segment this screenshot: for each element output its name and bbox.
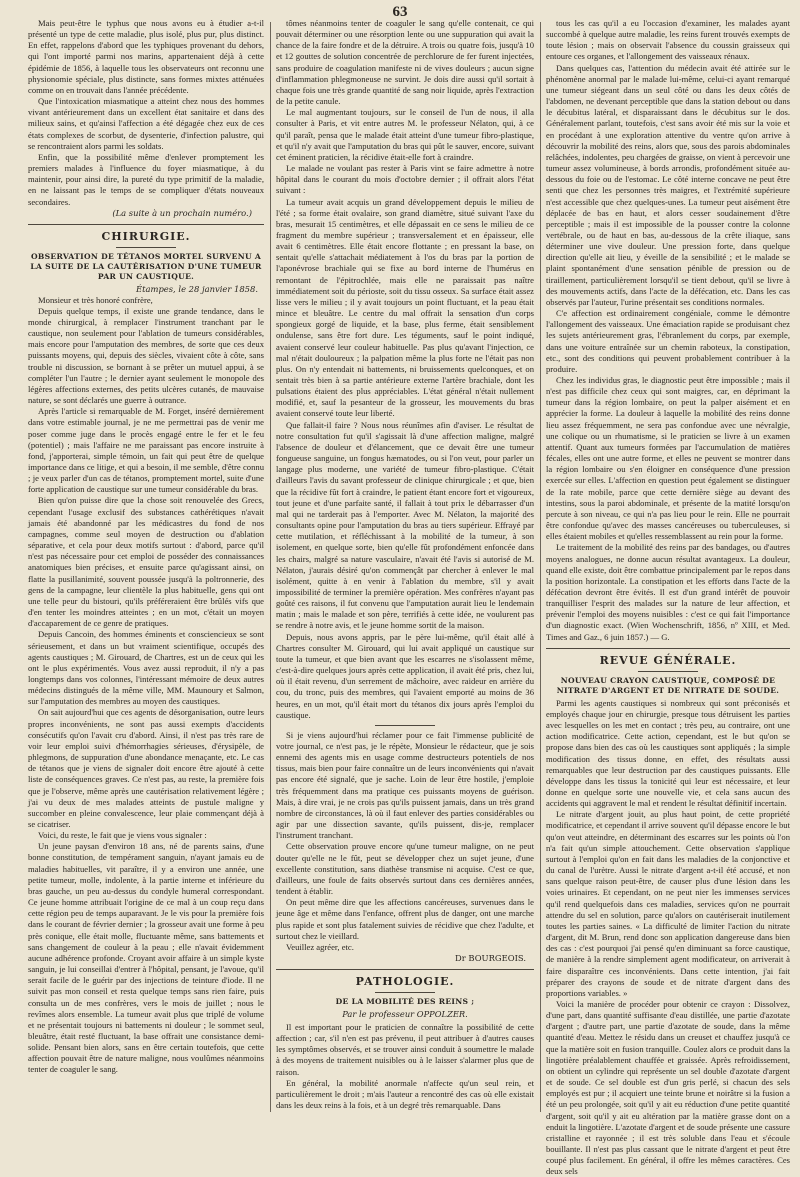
paragraph: Mais peut-être le typhus que nous avons eu à étudier a-t-il présenté un type de cette maladie, plus isolé, plus pur, plus distinct. En effet, rappelons d'abord que les typhiques provenant du dehors, qui l'ont importé parmi nos marins, appartenaient déjà à cette épidémie de 1856, à laquelle tous les observateurs ont reconnu une physionomie spéciale, plus distincte, sans formes mixtes atténuées comme on en trouvait dans l'année précédente. xyxy=(28,18,264,95)
paragraph: Le nitrate d'argent jouit, au plus haut point, de cette propriété modificatrice, et cependant il arrive souvent qu'il dépasse encore le but qu'on veut atteindre, en déterminant des escarres sur les points où l'on n'a fait qu'un simple attouchement. Cette observation s'applique surtout à l'emploi qu'on en fait dans les maladies de la conjonctive et du canal de l'urètre. Aussi le nitrate d'argent a-t-il été accusé, et non sans quelque raison peut-être, de causer plus d'une lésion dans les voies urinaires. Et cependant, on ne peut nier les immenses services qu'il rend quelquefois dans ces maladies, services qu'on ne pourrait attendre du sel en solution, parce qu'alors on cautériserait inutilement toutes les parties saines. « La difficulté de limiter l'action du nitrate d'argent, dit M. Brun, rend donc son application dangereuse dans bien des cas : c'est pourquoi j'ai pensé qu'en diminuant sa force caustique, de manière à la rendre simplement agent modificateur, on arriverait à faire disparaître ces inconvénients. Dans cette intention, j'ai fait préparer des crayons de soude et de nitrate d'argent dans des proportions variables. » xyxy=(546,809,790,998)
paragraph: La tumeur avait acquis un grand développement depuis le milieu de l'été ; sa forme était ovalaire, son grand diamètre, situé suivant l'axe du bras, mesurait 15 centimètres, et elle dépassait en ce sens le milieu de ce fragment du membre supérieur ; transversalement et en épaisseur, elle avait 6 centimètres. Elle était encore flottante ; en pressant la base, on sentait qu'elle s'attachait médiatement à l'os du bras par la portion de l'aponévrose brachiale qui se fixe au bord interne de l'humérus en remontant de l'épitrochlée, mais elle ne paraissait pas naître immédiatement soit du périoste, soit du tissu osseux. Sa surface était assez lisse vers le milieu ; il y avait toujours un point fluctuant, et la peau était mince et bleuâtre. Le centre du mal offrait la sensation d'un corps spongieux gorgé de liquide, et la base, plus ferme, était sensiblement ondulense, sans être fort dure. Les téguments, sauf le point indiqué, avaient conservé leur couleur habituelle. Pas plus qu'avant l'injection, ce mal n'était douloureux ; la palpation même la plus forte ne l'était pas non plus. On n'y entendait ni battements, ni bruissements quelconques, et on sentait très bien à sa partie antérieure externe l'artère brachiale, dont les pulsations étaient des plus appréciables. L'état général n'était nullement modifié, et, sauf la pesanteur de la grosseur, les mouvements du bras avaient conservé toute leur liberté. xyxy=(276,196,534,419)
dateline: Étampes, le 28 janvier 1858. xyxy=(136,283,258,294)
paragraph: Dans quelques cas, l'attention du médecin avait été attirée sur le phénomène anormal par le malade lui-même, celui-ci ayant remarqué une tumeur siégeant dans un seul côté ou dans les deux côtés de l'abdomen, ne devenant perceptible que dans la station debout ou dans le décubitus latéral, et disparaissant dans le décubitus sur le dos. Généralement parlant, toutefois, c'est sans avoir été mis sur la voie et en procédant à une exploration attentive du ventre qu'on arrive à découvrir la mobilité des reins, alors que, sous des parois abdominales relâchées, indolentes, peu chargées de graisse, on vient à percevoir une tumeur assez volumineuse, à bords arrondis, profondément située au-dessous du foie ou de l'estomac. Le côté interne concave ne peut être senti que chez les personnes très maigres, et l'extrémité supérieure n'est accessible que chez quelques-unes. La tumeur peut aisément être déplacée de bas en haut, et alors cesser soudainement d'être perceptible ; mais il est impossible de la pousser contre la colonne vertébrale, ou de haut en bas, au-dessous de la crête iliaque, sans déterminer une vive douleur. Une pression forte, dans quelque direction qu'elle ait lieu, y éveille de la sensibilité ; et le malade se plaint spontanément d'une sensation pénible de pression ou de tiraillement, particulièrement lorsqu'il se tient debout, qu'il se livre à des mouvements actifs, dans l'acte de la défécation, etc. Dans les cas observés par l'auteur, l'urine présentait ses conditions normales. xyxy=(546,62,790,307)
column-middle xyxy=(276,18,534,1113)
column-right xyxy=(546,18,790,1177)
article-subtitle: DE LA MOBILITÉ DES REINS ; xyxy=(335,996,475,1006)
paragraph: C'e affection est ordinairement congéniale, comme le démontre l'allongement des vaisseaux. Une émaciation rapide se produisant chez les sujets antérieurement gras, l'ébranlement du corps, par exemple, dans une voiture entraînée sur un chemin raboteux, la constipation, etc., sont des conditions qui peuvent probablement contribuer à la produire. xyxy=(546,308,790,374)
article-subtitle: NOUVEAU CRAYON CAUSTIQUE, COMPOSÉ DE NITRATE D'ARGENT ET DE NITRATE DE SOUDE. xyxy=(556,675,780,695)
paragraph: Après l'article si remarquable de M. Forget, inséré dernièrement dans votre estimable journal, je ne me permettrai pas de venir me poser comme juge dans le procès engagé entre le fer et le feu (potentiel) ; mais l'affaire ne me paraissant pas encore instruite à fond, j'apporterai, simple témoin, un fait qui peut être de quelque importance dans ce litige, et qui a besoin, il me semble, d'être connu ; je veux parler d'un cas de tétanos, promptement mortel, suite d'une forte application de caustique sur une tumeur considérable du bras. xyxy=(28,406,264,495)
column-left xyxy=(28,18,264,1113)
paragraph: tômes néanmoins tenter de coaguler le sang qu'elle contenait, ce qui pouvait déterminer ou une résorption lente ou une suppuration qui avait la chance de la faire fondre et de la détruire. A trois ou quatre fois, jusqu'à 10 et 12 gouttes de solution concentrée de perchlorure de fer furent injectées, sans produire de coagulation manifeste ni de vives douleurs ; aucun signe d'inflammation phlegmoneuse ne survint. Je dois dire aussi qu'il sortait à chaque fois une très grande quantité de sang noir liquide, après l'extraction de la petite canule. xyxy=(276,18,534,107)
paragraph: Voici la manière de procéder pour obtenir ce crayon : Dissolvez, d'une part, dans quantité suffisante d'eau distillée, une partie d'azotate d'argent ; d'autre part, une partie d'azotate de soude, dans la même quantité d'eau. Mettez le résidu dans un creuset et chauffez jusqu'à ce que la matière soit en fusion tranquille. Coulez alors ce produit dans la lingotière préalablement chauffée et graissée. Après refroidissement, on obtient un cylindre qui représente un sel double d'azotate d'argent et de soude. Ce sel double est d'un gris perlé, si chacun des sels employés est pur ; il acquiert une teinte brune et noirâtre si la fusion a été un peu prolongée, soit qu'il y ait eu réduction d'une petite quantité d'argent, soit qu'il y ait eu altération par la matière grasse dont on a enduit la lingotière. L'azotate d'argent et de soude présente une cassure cristalline et rayonnée ; il est très soluble dans l'eau et s'écoule bouillante. Il n'est pas plus cassant que le nitrate d'argent et peut être coupé plus facilement. En général, il offre les mêmes caractères. Ces deux sels xyxy=(546,998,790,1177)
byline: Par le professeur OPPOLZER. xyxy=(342,1008,468,1019)
paragraph: On sait aujourd'hui que ces agents de désorganisation, outre leurs propres inconvénients, ne sont pas aussi exempts d'accidents consécutifs qu'on l'avait cru d'abord. Ainsi, il n'est pas très rare de voir leur emploi suivi d'hémorrhagies sérieuses, d'érysipèle, de phlegmons, de suppuration d'une abondance menaçante, etc. Le cas de tétanos que je viens de signaler doit encore être ajouté à cette liste de conséquences graves. Ce n'est pas, au reste, la première fois que je l'observe, même après une cautérisation relativement légère ; j'ai vu deux de mes malades atteints de pustule maligne y succomber en pleine convalescence, leur plaie commençant déjà à se cicatriser. xyxy=(28,707,264,829)
paragraph: Chez les individus gras, le diagnostic peut être impossible ; mais il n'est pas difficile chez ceux qui sont maigres, car, en déprimant la tumeur dans la région lombaire, on peut la palper aisément et en apprécier la forme. La douleur à laquelle la mobilité des reins donne lieu assez fréquemment, ne sera pas confondue avec une névralgie, une colique ou un rhumatisme, si le praticien se livre à un examen attentif. Quant aux tumeurs formées par l'accumulation de matières fécales, elles ont une autre forme, et elles ne peuvent se montrer dans la région lombaire ou s'en éloigner en conséquence d'une pression exercée sur elles. L'affection en question peut également se distinguer de la rate mobile, parce que cette dernière siège au devant des intestins, sous la paroi abdominale, et présente de la matité lorsqu'on percute à son niveau, ce qui n'a pas lieu pour le rein. Elle ne pourrait être confondue qu'avec des masses cancéreuses ou tuberculeuses, si elles étaient mobiles et qu'elles ressemblassent au rein pour la forme. xyxy=(546,375,790,542)
paragraph: Depuis Cancoin, des hommes éminents et consciencieux se sont sérieusement, et dans un but vraiment scientifique, occupés des agents caustiques ; M. Girouard, de Chartres, est un de ceux qui les ont le plus expérimentés. Vous avez aussi reproduit, il n'y a pas longtemps dans vos colonnes, l'intéressant mémoire de deux autres médecins distingués de la même ville, MM. Maunoury et Salmon, sur l'amputation des membres au moyen des caustiques. xyxy=(28,629,264,707)
paragraph: Monsieur et très honoré confrère, xyxy=(38,294,153,305)
paragraph: Que l'intoxication miasmatique a atteint chez nous des hommes vivant antérieurement dans un excellent état sanitaire et dans des milieux sains, et qu'ainsi l'affection a été dégagée chez eux de ces états complexes de scorbut, de dysenterie, d'infection palustre, qui se rencontraient alors parmi les soldats. xyxy=(28,96,264,151)
paragraph: Voici, du reste, le fait que je viens vous signaler : xyxy=(38,830,207,841)
paragraph: Cette observation prouve encore qu'une tumeur maligne, on ne peut douter qu'elle ne le fût, peut se développer chez un sujet jeune, d'une excellente constitution, sans diathèse transmise ni acquise. C'est ce que, d'ailleurs, une foule de faits observés surtout dans ces dernières années, tendent à établir. xyxy=(276,841,534,897)
paragraph: tous les cas qu'il a eu l'occasion d'examiner, les malades ayant succombé à quelque autre maladie, les reins furent trouvés exempts de toute lésion ; mais on observait l'absence du coussin graisseux qui entoure ces organes, et l'allongement des vaisseaux rénaux. xyxy=(546,18,790,62)
paragraph: Depuis quelque temps, il existe une grande tendance, dans le monde chirurgical, à remplacer l'instrument tranchant par le caustique, non seulement pour l'ablation de tumeurs considérables, mais encore pour l'amputation des membres, de sorte que ces deux puissants moyens, qui, depuis des siècles, vivaient côte à côte, sans trouble ni discussion, se bornant à se prêter un mutuel appui, à se compléter l'un l'autre ; le dernier ayant seulement le monopole des légères affections externes, des petits ulcères cutanés, de mauvaise nature, se sont déclarés une guerre à outrance. xyxy=(28,305,264,406)
paragraph: Le malade ne voulant pas rester à Paris vint se faire admettre à notre hôpital dans le courant du mois d'octobre dernier ; il offrait alors l'état suivant : xyxy=(276,163,534,196)
paragraph: Si je viens aujourd'hui réclamer pour ce fait l'immense publicité de votre journal, ce n'est pas, je le répète, Monsieur le rédacteur, que je sois ennemi des agents mis en usage comme destructeurs potentiels de nos tissus, mais bien pour faire connaître un de leurs inconvénients qui n'avait pas encore été signalé, que je sache. Loin de leur être hostile, j'emploie très fréquemment dans ma pratique ces puissants moyens de guérison. Mais, à dire vrai, je ne crois pas qu'ils puissent jamais, dans un très grand nombre de circonstances, là où il faut enlever des parties considérables ou agir par une dissection savante, qu'ils puissent, dis-je, remplacer l'instrument tranchant. xyxy=(276,729,534,841)
divider xyxy=(375,725,435,726)
to-be-continued-note: (La suite à un prochain numéro.) xyxy=(112,207,252,218)
column-separator xyxy=(270,22,271,1112)
paragraph: Depuis, nous avons appris, par le père lui-même, qu'il était allé à Chartres consulter M. Girouard, qui lui avait appliqué un caustique sur toute la tumeur, et que bien avant que les escarres ne s'isolassent même, c'est-à-dire quelques jours après cette application, il avait été pris, chez lui, où il était revenu, d'un serrement de mâchoire, avec raideur en arrière du cou, du tronc, puis des membres, qui l'avaient emporté au moins de 36 heures, en un mot, qu'il était mort du tétanos dix jours après l'emploi du caustique. xyxy=(276,631,534,720)
section-heading-chirurgie: CHIRURGIE. xyxy=(28,224,264,243)
divider xyxy=(116,247,176,248)
section-heading-revue-generale: REVUE GÉNÉRALE. xyxy=(546,648,790,667)
paragraph: En général, la mobilité anormale n'affecte qu'un seul rein, et particulièrement le droit ; m'ais l'auteur a rencontré des cas où elle existait dans les deux reins à la fois, et à un degré très remarquable. Dans xyxy=(276,1077,534,1111)
paragraph: Enfin, que la possibilité même d'enlever promptement les premiers malades à l'influence du foyer miasmatique, à du maintenir, pour ainsi dire, la pureté du type primitif de la maladie, en ne laissant pas le temps de se compliquer d'états nouveaux secondaires. xyxy=(28,151,264,207)
paragraph: Que fallait-il faire ? Nous nous réunîmes afin d'aviser. Le résultat de notre consultation fut qu'il s'agissait là d'une affection maligne, malgré l'absence de douleur et d'élancement, que ce devait être une tumeur fongueuse sanguine, un fongus hæmatodes, ou si l'on veut, pour parler un langage plus moderne, une variété de tumeur fibro-plastique. C'était d'ailleurs l'avis du savant professeur de clinique chirurgicale ; et que, bien que la récidive fût fort à craindre, le patient étant encore fort et vigoureux, tout jeune et d'une parfaite santé, il fallait à tout prix le débarrasser d'un mal qui ne tarderait pas à l'emporter. Avec M. Nélaton, la majorité des consultants opine pour l'amputation du bras au tiers supérieur. Effrayé par cette mutilation, et réfléchissant à la mobilité de la tumeur, à son isolement, en quelque sorte, bien qu'elle fût profondément enfoncée dans les chairs, malgré sa nature vasculaire, n'avait été l'avis si autorisé de M. Nélaton, j'aurais désiré qu'on commençât par chercher à enlever le mal isolément, quitte à en venir à l'ablation du membre, s'il y avait impossibilité de terminer la première opération. Mes confrères n'ayant pas goûté ces raisons, il fut convenu que l'amputation aurait lieu le lendemain matin ; mais le malade et son père, terrifiés à cette idée, ne voulurent pas se rendre à notre avis, et le jeune homme sortit de la maison. xyxy=(276,419,534,631)
paragraph: Un jeune paysan d'environ 18 ans, né de parents sains, d'une bonne constitution, de tempérament sanguin, n'ayant jamais eu de maladies habituelles, vit paraître, il y a environ une année, une petite tumeur, molle, indolente, à la partie interne et inférieure du bras gauche, un peu au-dessus du condyle humeral correspondant. Ce jeune homme attribuait l'origine de ce mal à un coup reçu dans cette région peu de temps auparavant. Je le vis pour la première fois dans le courant de février dernier ; la grosseur avait une forme à peu près conique, elle était molle, fluctuante même, sans battements et sans changement de couleur à la peau ; elle n'avait évidemment aucune adhérence profonde. Croyant avoir affaire à un simple kyste sanguin, je lui conseillai d'entrer à l'hôpital, pensant, je l'avoue, qu'il serait facile de le guérir par des injections de teinture d'iode. Il ne suivit pas mon conseil et resta quelque temps sans rien faire, puis consulta un de mes confrères, vers le mois de juillet ; nous le revîmes alors ensemble. La tumeur avait plus que triplé de volume et ne présentait toujours ni battements ni douleur ; le sommet seul, bleuâtre, était resté fluctuant, la base offrait une consistance demi-solide. Pensant bien alors, sans en être certain toutefois, que cette affection pouvait être de nature maligne, nous voulûmes néanmoins tenter de coaguler le sang. xyxy=(28,841,264,1075)
paragraph: Le traitement de la mobilité des reins par des bandages, ou d'autres moyens analogues, ne donne aucun résultat avantageux. La douleur, quand elle existe, doit être combattue principalement par le repos dans la position horizontale. La constipation et les efforts dans l'acte de la défécation devront être évités. Il est d'un grand intérêt de pouvoir tranquilliser l'esprit des malades sur la nature de leur affection, et prévenir l'emploi des moyens nuisibles : c'est ce qui fait l'importance d'un diagnostic exact. (Wien Wochenschrift, 1856, nº XIII, et Med. Times and Gaz., 6 juin 1857.) — G. xyxy=(546,542,790,642)
section-heading-pathologie: PATHOLOGIE. xyxy=(276,969,534,988)
divider xyxy=(375,992,435,993)
signature: Dr BOURGEOIS. xyxy=(455,952,526,963)
paragraph: On peut même dire que les affections cancéreuses, survenues dans le jeune âge et même dans l'enfance, offrent plus de danger, ont une marche plus rapide et sont plus fatalement suivies de récidive que chez l'adulte, et surtout chez le vieillard. xyxy=(276,897,534,941)
paragraph: Veuillez agréer, etc. xyxy=(286,941,354,952)
divider xyxy=(638,671,698,672)
paragraph: Le mal augmentant toujours, sur le conseil de l'un de nous, il alla consulter à Paris, et vit entre autres M. le professeur Nélaton, qui, à ce qu'il paraît, pensa que le malade était atteint d'une tumeur fibro-plastique, et qu'il n'y avait que l'amputation du bras qui pût le sauver, encore, suivant cet éminent praticien, la récidive était-elle fort à craindre. xyxy=(276,107,534,162)
paragraph: Bien qu'on puisse dire que la chose soit renouvelée des Grecs, cependant l'usage exclusif des substances cathérétiques n'avait jamais été abandonné par les médicastres du fond de nos campagnes, comme seul moyen de destruction ou d'ablation séparative, et cela pour deux motifs surtout : d'abord, parce qu'il n'est pas nécessaire pour cet emploi de posséder des connaissances anatomiques bien précises, et ensuite parce qu'agissant ainsi, on flatte la pusillanimité, souvent poussée jusqu'à la poltronnerie, des gens de la campagne, leur clientèle la plus habituelle, gens qui ont une telle peur du bistouri, qu'ils préféreraient être brûlés vifs que d'en tenter les moindres atteintes ; en un mot, c'était un moyen d'accaparement de ce genre de pratiques. xyxy=(28,495,264,629)
column-separator xyxy=(540,22,541,1112)
article-subtitle: OBSERVATION DE TÉTANOS MORTEL SURVENU A LA SUITE DE LA CAUTÉRISATION D'UNE TUMEUR PAR UN CAUSTIQUE. xyxy=(30,251,262,281)
paragraph: Parmi les agents caustiques si nombreux qui sont préconisés et employés chaque jour en chirurgie, presque tous détruisent les parties avec lesquelles on les met en contact ; très peu, au contraire, ont une action modificatrice. Cette action, cependant, est le but qu'on se propose dans bien des cas où les caustiques sont appliqués ; la simple modification des tissus donne, en effet, des résultats aussi remarquables que leur destruction par des caustiques puissants. Elle développe dans les tissus la tonicité qui leur est nécessaire, et leur donne en quelque sorte une nouvelle vie, et cela sans aucun des accidents qui aggravent le mal et rendent le résultat définitif incertain. xyxy=(546,697,790,809)
paragraph: Il est important pour le praticien de connaître la possibilité de cette affection ; car, s'il n'en est pas prévenu, il peut attribuer à d'autres causes les symptômes observés, et se trouver ainsi conduit à soumettre le malade à des moyens de traitement nuisibles ou à le laisser s'alarmer plus que de raison. xyxy=(276,1021,534,1077)
page-number: 63 xyxy=(392,4,408,20)
